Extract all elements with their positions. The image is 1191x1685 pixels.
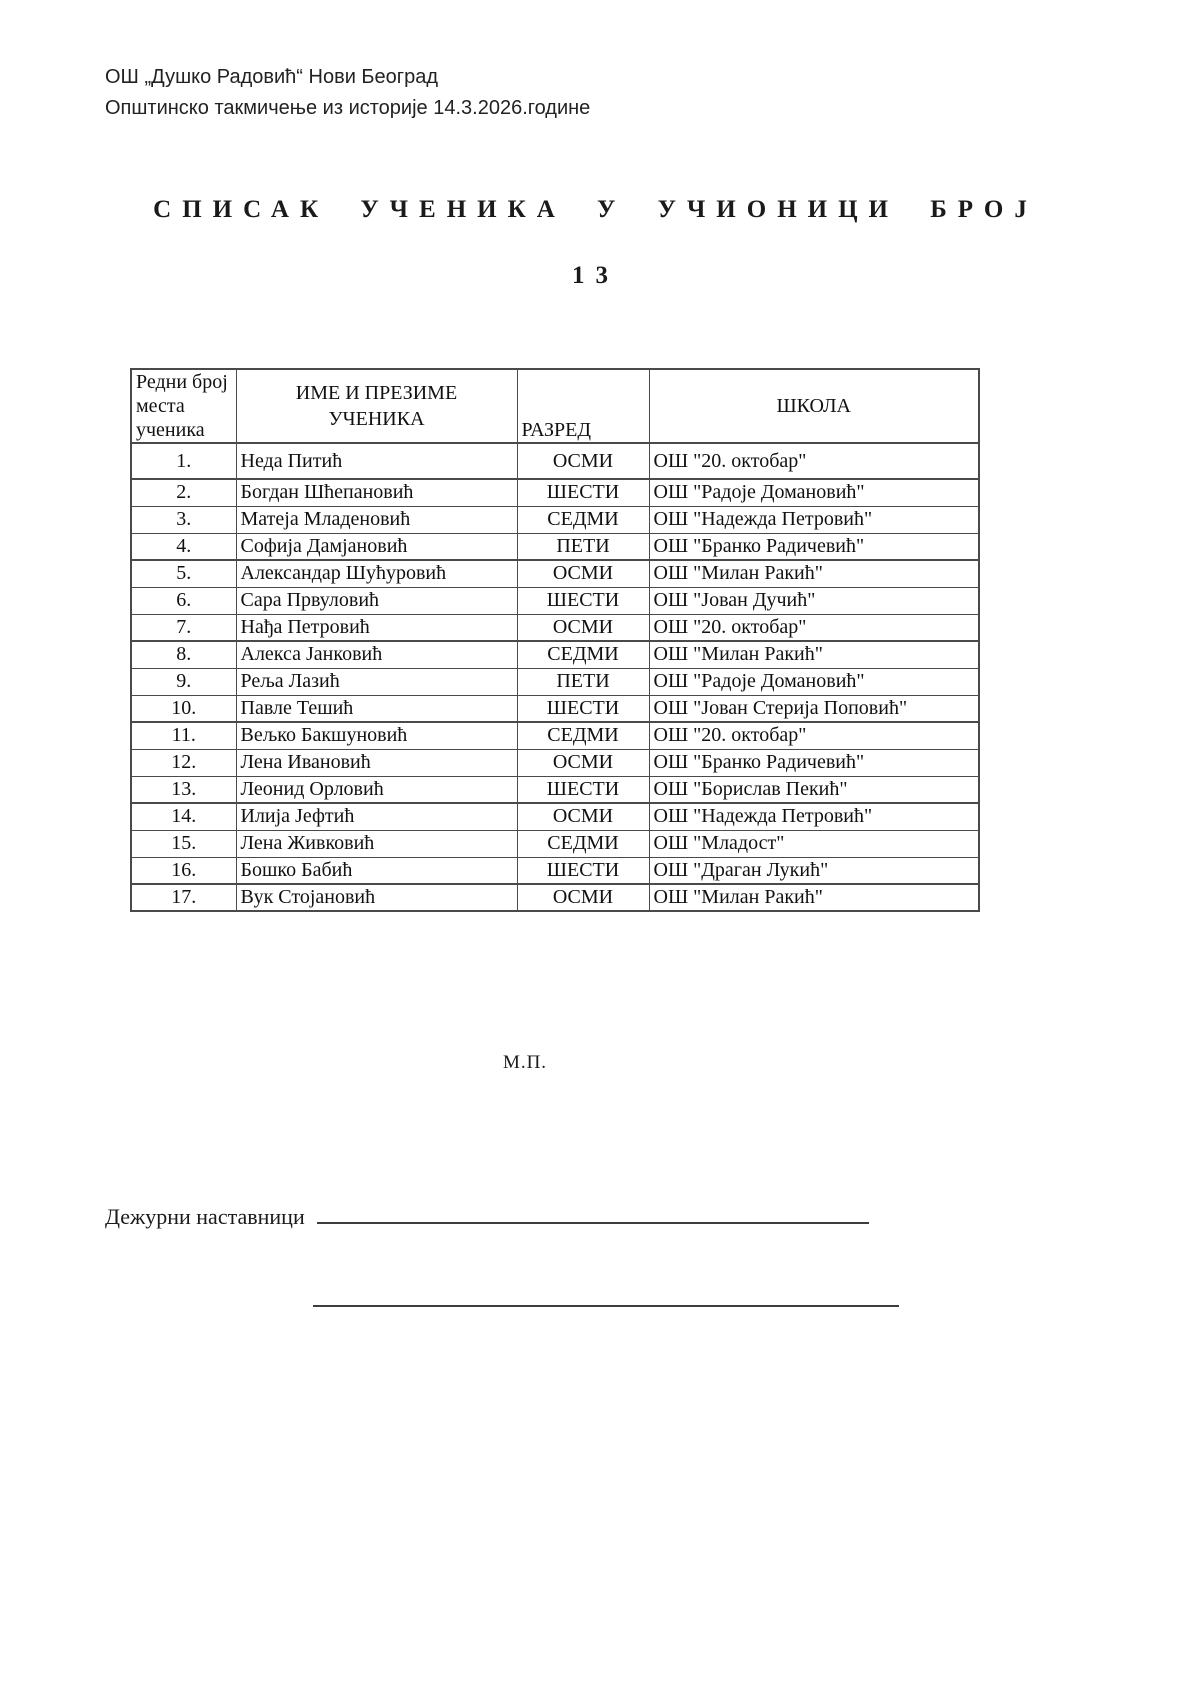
row-number-cell: 11. [131,722,236,749]
student-name-cell: Лена Живковић [236,830,517,857]
column-header-name-label: ИМЕ И ПРЕЗИМЕ УЧЕНИКА [295,382,458,430]
grade-cell: ШЕСТИ [517,587,649,614]
grade-cell: ШЕСТИ [517,776,649,803]
school-cell: ОШ "Јован Стерија Поповић" [649,695,979,722]
row-number-cell: 7. [131,614,236,641]
row-number-cell: 17. [131,884,236,911]
student-name-cell: Лена Ивановић [236,749,517,776]
grade-cell: ШЕСТИ [517,479,649,506]
school-cell: ОШ "Борислав Пекић" [649,776,979,803]
table-row [131,641,979,668]
grade-cell: ОСМИ [517,560,649,587]
grade-cell: СЕДМИ [517,641,649,668]
student-name-cell: Неда Питић [236,443,517,479]
grade-cell: ШЕСТИ [517,857,649,884]
school-cell: ОШ "20. октобар" [649,722,979,749]
school-cell: ОШ "Милан Ракић" [649,560,979,587]
student-name-cell: Софија Дамјановић [236,533,517,560]
student-name-cell: Вук Стојановић [236,884,517,911]
row-number-cell: 4. [131,533,236,560]
grade-cell: ОСМИ [517,749,649,776]
table-header [131,369,979,443]
row-number-cell: 8. [131,641,236,668]
table-row [131,479,979,506]
row-number-cell: 14. [131,803,236,830]
row-number-cell: 12. [131,749,236,776]
student-name-cell: Богдан Шћепановић [236,479,517,506]
grade-cell: ОСМИ [517,614,649,641]
school-cell: ОШ "Радоје Домановић" [649,668,979,695]
table-row [131,830,979,857]
student-name-cell: Вељко Бакшуновић [236,722,517,749]
grade-cell: ПЕТИ [517,533,649,560]
row-number-cell: 5. [131,560,236,587]
student-name-cell: Сара Првуловић [236,587,517,614]
table-row [131,749,979,776]
row-number-cell: 3. [131,506,236,533]
student-name-cell: Матеја Младеновић [236,506,517,533]
competition-info: Општинско такмичење из историје 14.3.2026.године [105,97,591,119]
school-cell: ОШ "Јован Дучић" [649,587,979,614]
table-body [131,443,979,911]
teachers-signature-row [105,1200,869,1232]
row-number-cell: 10. [131,695,236,722]
row-number-cell: 13. [131,776,236,803]
table-header-row [131,369,979,443]
row-number-cell: 2. [131,479,236,506]
column-header-ordinal: Редни број места ученика [131,369,236,443]
school-cell: ОШ "Радоје Домановић" [649,479,979,506]
grade-cell: СЕДМИ [517,830,649,857]
school-cell: ОШ "Милан Ракић" [649,884,979,911]
table-row [131,443,979,479]
teachers-label: Дежурни наставници [105,1204,305,1229]
row-number-cell: 1. [131,443,236,479]
grade-cell: ОСМИ [517,803,649,830]
table-row [131,560,979,587]
column-header-grade: РАЗРЕД [517,369,649,443]
column-header-school: ШКОЛА [649,369,979,443]
school-cell: ОШ "Надежда Петровић" [649,506,979,533]
grade-cell: ОСМИ [517,884,649,911]
school-name: ОШ „Душко Радовић“ Нови Београд [105,66,439,88]
students-table [130,368,980,912]
signature-line-1 [317,1200,869,1224]
table-row [131,668,979,695]
table-row [131,614,979,641]
grade-cell: ПЕТИ [517,668,649,695]
student-name-cell: Бошко Бабић [236,857,517,884]
table-row [131,587,979,614]
school-cell: ОШ "20. октобар" [649,443,979,479]
school-cell: ОШ "20. октобар" [649,614,979,641]
student-name-cell: Реља Лазић [236,668,517,695]
table-row [131,803,979,830]
row-number-cell: 6. [131,587,236,614]
document-header [105,62,590,124]
school-cell: ОШ "Бранко Радичевић" [649,533,979,560]
signature-line-2 [313,1281,899,1307]
table-row [131,695,979,722]
table-row [131,776,979,803]
table-row [131,506,979,533]
grade-cell: СЕДМИ [517,506,649,533]
grade-cell: ОСМИ [517,443,649,479]
grade-cell: ШЕСТИ [517,695,649,722]
table-row [131,722,979,749]
student-name-cell: Нађа Петровић [236,614,517,641]
student-name-cell: Леонид Орловић [236,776,517,803]
student-name-cell: Алекса Јанковић [236,641,517,668]
table-row [131,857,979,884]
student-name-cell: Александар Шућуровић [236,560,517,587]
student-name-cell: Илија Јефтић [236,803,517,830]
table-row [131,533,979,560]
row-number-cell: 15. [131,830,236,857]
school-cell: ОШ "Милан Ракић" [649,641,979,668]
room-number: 13 [572,262,619,289]
school-cell: ОШ "Драган Лукић" [649,857,979,884]
stamp-placeholder: М.П. [502,1052,548,1073]
page-title: СПИСАК УЧЕНИКА У УЧИОНИЦИ БРОЈ [153,196,1038,223]
school-cell: ОШ "Младост" [649,830,979,857]
school-cell: ОШ "Надежда Петровић" [649,803,979,830]
grade-cell: СЕДМИ [517,722,649,749]
row-number-cell: 9. [131,668,236,695]
row-number-cell: 16. [131,857,236,884]
table-row [131,884,979,911]
school-cell: ОШ "Бранко Радичевић" [649,749,979,776]
student-name-cell: Павле Тешић [236,695,517,722]
column-header-name [236,369,517,443]
